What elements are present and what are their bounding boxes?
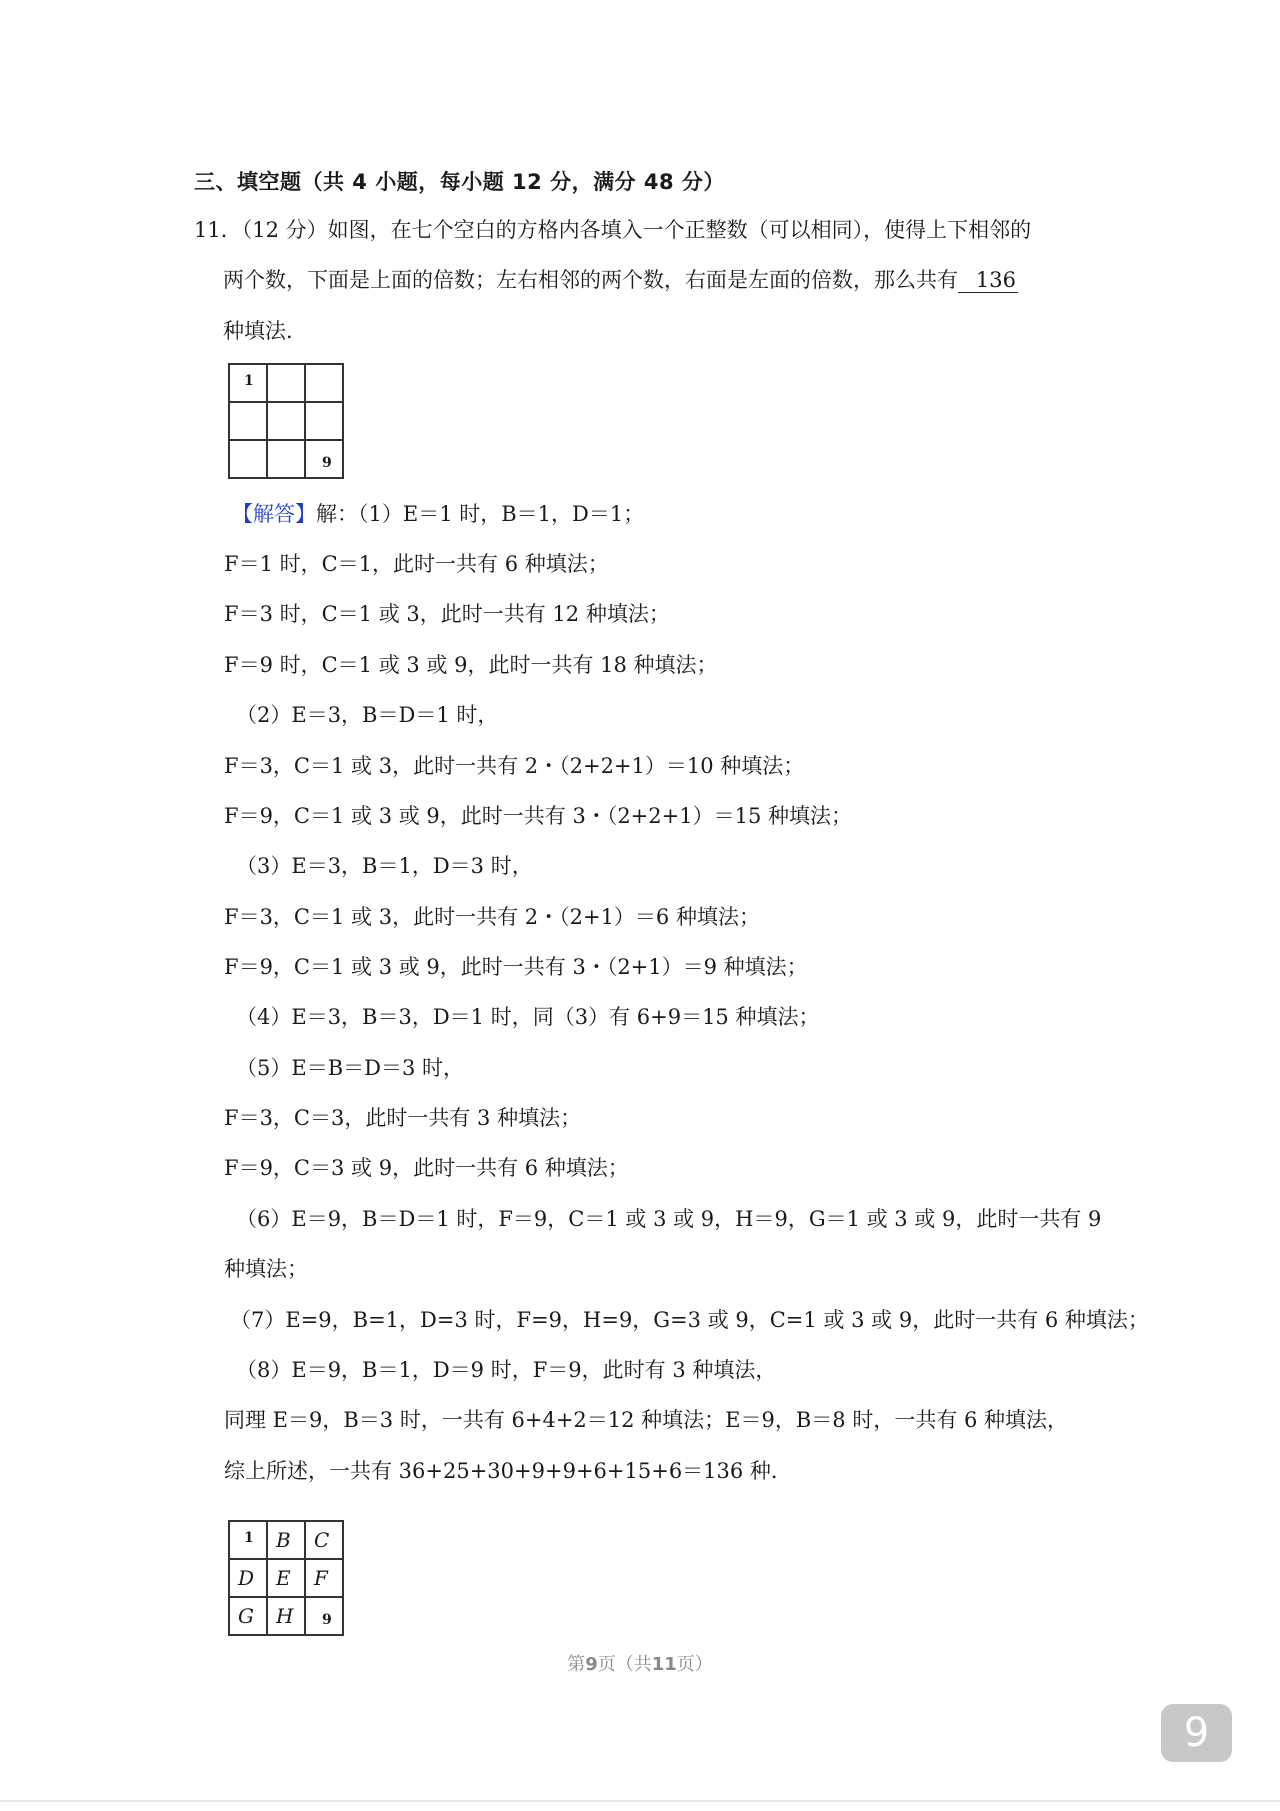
grid-cell — [229, 364, 267, 402]
solution-line: （6）E＝9，B＝D＝1 时，F＝9，C＝1 或 3 或 9，H＝9，G＝1 或 3 或 9，此时一共有 9 — [236, 1207, 1102, 1231]
question-line-2-text: 两个数，下面是上面的倍数；左右相邻的两个数，右面是左面的倍数，那么共有 — [223, 268, 958, 292]
footer-suffix: 页） — [676, 1654, 713, 1675]
solution-line: （4）E＝3，B＝3，D＝1 时，同（3）有 6+9＝15 种填法； — [236, 1005, 820, 1029]
page-number-badge[interactable]: 9 — [1161, 1704, 1232, 1762]
page-footer — [0, 1650, 1280, 1676]
grid-cell — [267, 1521, 305, 1559]
question-line-1: 11．（12 分）如图，在七个空白的方格内各填入一个正整数（可以相同），使得上下相邻的 — [194, 218, 1032, 242]
grid-cell-label: E — [276, 1566, 291, 1590]
solution-line: F＝3，C＝3，此时一共有 3 种填法； — [224, 1106, 582, 1130]
solution-line: （3）E＝3，B＝1，D＝3 时， — [236, 854, 533, 878]
grid-cell-value: 1 — [244, 1530, 254, 1546]
grid-cell — [267, 440, 305, 478]
footer-prefix: 第 — [567, 1654, 586, 1675]
solution-label: 【解答】 — [232, 502, 316, 526]
grid-cell — [267, 402, 305, 440]
grid-cell-label: B — [276, 1528, 291, 1552]
grid-cell — [305, 1521, 343, 1559]
question-grid — [228, 363, 344, 479]
solution-line: （5）E＝B＝D＝3 时， — [236, 1056, 464, 1080]
grid-cell — [229, 1597, 267, 1635]
solution-line: F＝3，C＝1 或 3，此时一共有 2・（2+1）＝6 种填法； — [224, 905, 760, 929]
grid-cell — [229, 440, 267, 478]
solution-line: F＝3，C＝1 或 3，此时一共有 2・（2+2+1）＝10 种填法； — [224, 754, 805, 778]
question-line-3: 种填法． — [223, 319, 307, 343]
grid-cell-label: C — [314, 1528, 330, 1552]
grid-cell-value: 9 — [322, 1612, 332, 1628]
solution-text: 解：（1）E＝1 时，B＝1，D＝1； — [316, 502, 645, 526]
grid-cell — [305, 1559, 343, 1597]
footer-mid: 页（共 — [597, 1654, 652, 1675]
solution-line: F＝9，C＝1 或 3 或 9，此时一共有 3・（2+2+1）＝15 种填法； — [224, 804, 852, 828]
grid-cell — [267, 1559, 305, 1597]
section-title: 三、填空题（共 4 小题，每小题 12 分，满分 48 分） — [194, 170, 725, 194]
question-line-2 — [223, 265, 1018, 295]
grid-cell-value: 9 — [322, 455, 332, 471]
solution-line: 种填法； — [224, 1257, 308, 1281]
solution-line: 同理 E＝9，B＝3 时，一共有 6+4+2＝12 种填法；E＝9，B＝8 时，一共有 6 种填法， — [224, 1408, 1069, 1432]
solution-line-1 — [232, 499, 644, 529]
answer-blank: 136 — [958, 268, 1018, 293]
solution-line: F＝3 时，C＝1 或 3，此时一共有 12 种填法； — [224, 602, 670, 626]
solution-line: F＝1 时，C＝1，此时一共有 6 种填法； — [224, 552, 609, 576]
grid-cell — [305, 402, 343, 440]
solution-line: F＝9，C＝3 或 9，此时一共有 6 种填法； — [224, 1156, 629, 1180]
grid-cell-value: 1 — [244, 373, 254, 389]
grid-cell-label: H — [276, 1604, 294, 1628]
grid-cell-label: G — [238, 1604, 254, 1628]
grid-cell — [267, 1597, 305, 1635]
grid-cell-label: D — [238, 1566, 255, 1590]
grid-cell — [229, 402, 267, 440]
solution-line: （8）E＝9，B＝1，D＝9 时，F＝9，此时有 3 种填法， — [236, 1358, 777, 1382]
grid-cell — [267, 364, 305, 402]
solution-line: （2）E＝3，B＝D＝1 时， — [236, 703, 499, 727]
grid-cell — [305, 1597, 343, 1635]
footer-total-pages: 11 — [651, 1654, 677, 1675]
grid-cell — [229, 1521, 267, 1559]
solution-line: F＝9，C＝1 或 3 或 9，此时一共有 3・（2+1）＝9 种填法； — [224, 955, 808, 979]
solution-line: 综上所述，一共有 36+25+30+9+9+6+15+6＝136 种． — [224, 1459, 792, 1483]
grid-cell — [305, 364, 343, 402]
solution-line: F＝9 时，C＝1 或 3 或 9，此时一共有 18 种填法； — [224, 653, 718, 677]
grid-cell-label: F — [314, 1566, 328, 1590]
solution-line: （7）E=9，B=1，D=3 时，F=9，H=9，G=3 或 9，C=1 或 3 或 9，此时一共有 6 种填法； — [230, 1308, 1149, 1332]
labeled-grid — [228, 1520, 344, 1636]
footer-page-number: 9 — [585, 1654, 598, 1675]
grid-cell — [305, 440, 343, 478]
bottom-divider — [0, 1800, 1280, 1802]
grid-cell — [229, 1559, 267, 1597]
